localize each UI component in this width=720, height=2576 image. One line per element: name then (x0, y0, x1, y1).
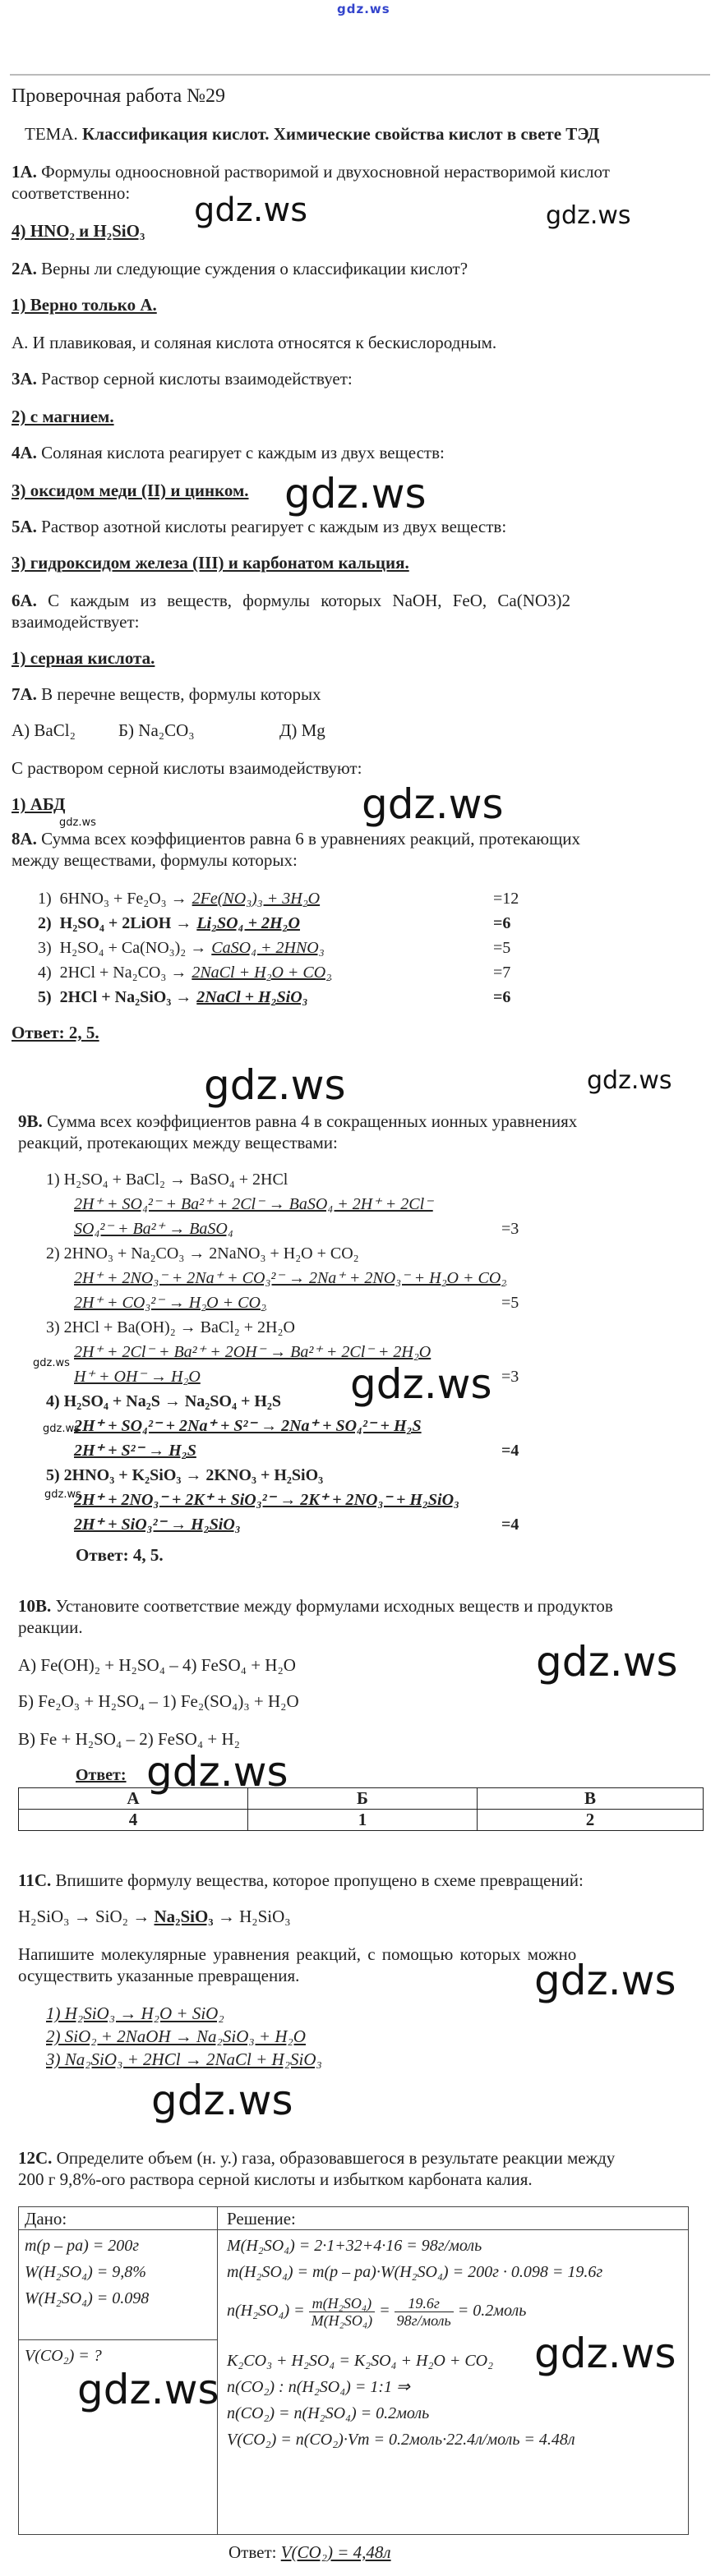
table-header-cell: А (19, 1788, 248, 1810)
q12-text: 12С. Определите объем (н. у.) газа, образовавшегося в результате реакции между (18, 2148, 616, 2168)
equation-reactants: 6HNO₃ + Fe₂O₃ → (59, 890, 187, 908)
coefficient-sum: =6 (493, 988, 511, 1006)
q11-task: Напишите молекулярные уравнения реакций, с помощью которых можно (18, 1944, 577, 1964)
q11-task-cont: осуществить указанные превращения. (18, 1966, 300, 1985)
watermark: gdz.ws (43, 1423, 80, 1435)
page-title: Проверочная работа №29 (12, 85, 226, 107)
q1-text-cont: соответственно: (12, 183, 131, 203)
reaction-equation: 3) 2HCl + Ba(OH)₂ → BaCl₂ + 2H₂O (46, 1318, 295, 1336)
ionic-equation: 2H⁺ + 2Cl⁻ + Ba²⁺ + 2OH⁻ → Ba²⁺ + 2Cl⁻ + 2H₂O (74, 1343, 432, 1361)
q6-answer: 1) серная кислота. (12, 648, 155, 668)
watermark: gdz.ws (536, 1638, 678, 1686)
table-cell: 2 (478, 1810, 704, 1831)
given-label: Дано: (25, 2209, 67, 2229)
watermark: gdz.ws (44, 1488, 81, 1501)
q8-answer: Ответ: 2, 5. (12, 1023, 99, 1042)
solution-line: M(H₂SO₄) = 2·1+32+4·16 = 98г/моль (227, 2237, 482, 2255)
q7-answer: 1) АБД (12, 794, 66, 814)
q9-answer: Ответ: 4, 5. (76, 1545, 164, 1565)
q2-statement: А. И плавиковая, и соляная кислота относятся к бескислородным. (12, 333, 497, 352)
coefficient-sum: =12 (493, 890, 519, 908)
q10-text: 10В. Установите соответствие между формулами исходных веществ и продуктов (18, 1596, 613, 1616)
coefficient-sum: =5 (501, 1294, 519, 1312)
solution-line: m(H₂SO₄) = m(p – pa)·W(H₂SO₄) = 200г · 0.098 = 19.6г (227, 2263, 603, 2281)
coefficient-sum: =4 (501, 1442, 519, 1460)
q6-text: 6А. С каждым из веществ, формулы которых NaOH, FeO, Ca(NO3)2 (12, 591, 571, 610)
q3-text: 3А. Раствор серной кислоты взаимодействует: (12, 369, 353, 389)
q11-text: 11С. Впишите формулу вещества, которое пропущено в схеме превращений: (18, 1870, 584, 1890)
reaction-equation: 2) 2HNO₃ + Na₂CO₃ → 2NaNO₃ + H₂O + CO₂ (46, 1244, 359, 1263)
equation-row (38, 913, 300, 934)
q2-text: 2А. Верны ли следующие суждения о классификации кислот? (12, 259, 468, 278)
equation-number: 2) (38, 914, 52, 932)
q11-equation: 1) H₂SiO₃ → H₂O + SiO₂ (46, 2003, 224, 2023)
divider (10, 74, 710, 76)
solution-line: n(CO₂) : n(H₂SO₄) = 1:1 ⇒ (227, 2378, 410, 2396)
q8-text-cont: между веществами, формулы которых: (12, 850, 298, 870)
table-header-cell: Б (248, 1788, 478, 1810)
equation-row (38, 987, 308, 1008)
q7-option: Б) Na₂CO₃ (118, 720, 195, 740)
topic-line: ТЕМА. Классификация кислот. Химические свойства кислот в свете ТЭД (25, 124, 600, 144)
ionic-equation: 2H⁺ + 2NO₃⁻ + 2K⁺ + SiO₃²⁻ → 2K⁺ + 2NO₃⁻ + H₂SiO₃ (74, 1491, 459, 1509)
table-row (19, 1810, 704, 1831)
coefficient-sum: =3 (501, 1368, 519, 1386)
equation-products: 2NaCl + H₂SiO₃ (196, 988, 308, 1006)
equation-row (38, 963, 331, 983)
ionic-equation: 2H⁺ + SO₄²⁻ + Ba²⁺ + 2Cl⁻ → BaSO₄ + 2H⁺ + 2Cl⁻ (74, 1195, 433, 1213)
ionic-equation: 2H⁺ + 2NO₃⁻ + 2Na⁺ + CO₃²⁻ → 2Na⁺ + 2NO₃⁻ + H₂O + CO₂ (74, 1269, 507, 1287)
watermark: gdz.ws (587, 1066, 672, 1095)
table-cell: 1 (248, 1810, 478, 1831)
q7-option: Д) Mg (279, 720, 325, 740)
watermark: gdz.ws (33, 1357, 70, 1369)
equation-number: 3) (38, 939, 52, 957)
q5-text: 5А. Раствор азотной кислоты реагирует с каждым из двух веществ: (12, 517, 507, 536)
q12-answer: Ответ: V(CO₂) = 4,48л (228, 2542, 391, 2562)
ionic-equation: 2H⁺ + CO₃²⁻ → H₂O + CO₂ (74, 1294, 266, 1312)
equation-reactants: H₂SO₄ + Ca(NO₃)₂ → (59, 939, 207, 957)
q10-answer-label: Ответ: (76, 1766, 127, 1784)
ionic-equation: 2H⁺ + S²⁻ → H₂S (74, 1442, 196, 1460)
q9-text-cont: реакций, протекающих между веществами: (18, 1133, 338, 1152)
equation-number: 5) (38, 988, 52, 1006)
q7-option: А) BaCl₂ (12, 720, 76, 740)
ionic-equation: H⁺ + OH⁻ → H₂O (74, 1368, 201, 1386)
equation-reactants: 2HCl + Na₂CO₃ → (59, 964, 187, 982)
watermark: gdz.ws (146, 1748, 288, 1796)
q4-text: 4А. Соляная кислота реагирует с каждым из двух веществ: (12, 443, 445, 462)
watermark: gdz.ws (534, 2330, 676, 2377)
given-value: W(H₂SO₄) = 0.098 (25, 2289, 150, 2307)
equation-reactants: H₂SO₄ + 2LiOH → (59, 914, 192, 932)
divider (18, 2339, 218, 2340)
coefficient-sum: =5 (493, 939, 511, 957)
q10-answer-table (18, 1787, 704, 1831)
equation-number: 4) (38, 964, 52, 982)
equation-products: 2Fe(NO₃)₃ + 3H₂O (192, 890, 321, 908)
watermark: gdz.ws (204, 1061, 346, 1109)
q7-text-2: С раствором серной кислоты взаимодействуют: (12, 758, 362, 778)
q11-equation: 3) Na₂SiO₃ + 2HCl → 2NaCl + H₂SiO₃ (46, 2049, 322, 2069)
reaction-equation: 5) 2HNO₃ + K₂SiO₃ → 2KNO₃ + H₂SiO₃ (46, 1466, 324, 1484)
site-logo[interactable]: gdz.ws (337, 2, 390, 16)
q10-item: В) Fe + H₂SO₄ – 2) FeSO₄ + H₂ (18, 1729, 240, 1749)
q11-scheme: H₂SiO₃ → SiO₂ → Na₂SiO₃ → H₂SiO₃ (18, 1907, 291, 1926)
q10-item: А) Fe(OH)₂ + H₂SO₄ – 4) FeSO₄ + H₂O (18, 1655, 296, 1675)
fraction: $\frac{\text{m(H₂SO₄)}}{\text{M(H₂SO₄)}}$ (309, 2295, 376, 2329)
equation-reactants: 2HCl + Na₂SiO₃ → (59, 988, 192, 1006)
watermark: gdz.ws (284, 470, 427, 518)
solution-line: n(CO₂) = n(H₂SO₄) = 0.2моль (227, 2404, 430, 2422)
given-value: W(H₂SO₄) = 9,8% (25, 2263, 146, 2281)
coefficient-sum: =4 (501, 1516, 519, 1534)
table-cell: 4 (19, 1810, 248, 1831)
equation-number: 1) (38, 890, 52, 908)
solution-fraction-line: n(H₂SO₄) = $\frac{\text{m(H₂SO₄)}}{\text{M(H₂SO₄)}}$ = $\frac{19.6г}{\text{98г/моль}}$ = 0.2моль (227, 2295, 527, 2329)
table-row (19, 1788, 704, 1810)
q4-answer: 3) оксидом меди (II) и цинком. (12, 481, 249, 500)
equation-row (38, 938, 325, 959)
coefficient-sum: =6 (493, 914, 511, 932)
coefficient-sum: =7 (493, 964, 511, 982)
q1-answer: 4) HNO₂ и H₂SiO₃ (12, 221, 145, 241)
watermark: gdz.ws (194, 191, 308, 229)
equation-products: 2NaCl + H₂O + CO₂ (192, 964, 332, 982)
equation-products: Li₂SO₄ + 2H₂O (196, 914, 300, 932)
ionic-equation: 2H⁺ + SiO₃²⁻ → H₂SiO₃ (74, 1516, 241, 1534)
ionic-equation: 2H⁺ + SO₄²⁻ + 2Na⁺ + S²⁻ → 2Na⁺ + SO₄²⁻ + H₂S (74, 1417, 422, 1435)
find-value: V(CO₂) = ? (25, 2347, 102, 2365)
reaction-equation: 4) H₂SO₄ + Na₂S → Na₂SO₄ + H₂S (46, 1392, 282, 1410)
reaction-equation: 1) H₂SO₄ + BaCl₂ → BaSO₄ + 2HCl (46, 1171, 288, 1189)
q9-text: 9В. Сумма всех коэффициентов равна 4 в сокращенных ионных уравнениях (18, 1111, 578, 1131)
coefficient-sum: =3 (501, 1220, 519, 1238)
solution-line: V(CO₂) = n(CO₂)·Vm = 0.2моль·22.4л/моль = 4.48л (227, 2431, 575, 2449)
solution-line: K₂CO₃ + H₂SO₄ = K₂SO₄ + H₂O + CO₂ (227, 2352, 494, 2370)
watermark: gdz.ws (534, 1957, 676, 2004)
ionic-equation: SO₄²⁻ + Ba²⁺ → BaSO₄ (74, 1220, 233, 1238)
watermark: gdz.ws (77, 2366, 219, 2413)
solution-label: Решение: (227, 2209, 296, 2229)
given-value: m(p – pa) = 200г (25, 2237, 140, 2255)
q10-item: Б) Fe₂O₃ + H₂SO₄ – 1) Fe₂(SO₄)₃ + H₂O (18, 1691, 299, 1711)
watermark: gdz.ws (59, 816, 96, 829)
divider (18, 2229, 688, 2230)
q10-text-cont: реакции. (18, 1617, 83, 1637)
q5-answer: 3) гидроксидом железа (III) и карбонатом кальция. (12, 553, 409, 573)
q11-equation: 2) SiO₂ + 2NaOH → Na₂SiO₃ + H₂O (46, 2026, 306, 2046)
q6-text-cont: взаимодействует: (12, 612, 140, 632)
equation-products: CaSO₄ + 2HNO₃ (211, 939, 325, 957)
q12-text-cont: 200 г 9,8%-ого раствора серной кислоты и избытком карбоната калия. (18, 2169, 533, 2189)
equation-row (38, 889, 320, 909)
q1-text: 1А. Формулы одноосновной растворимой и двухосновной нерастворимой кислот (12, 162, 610, 182)
watermark: gdz.ws (546, 201, 631, 230)
watermark: gdz.ws (350, 1360, 492, 1408)
q8-text: 8А. Сумма всех коэффициентов равна 6 в уравнениях реакций, протекающих (12, 829, 580, 849)
q2-answer: 1) Верно только А. (12, 295, 157, 315)
watermark: gdz.ws (362, 780, 504, 828)
watermark: gdz.ws (151, 2077, 293, 2124)
q7-text: 7А. В перечне веществ, формулы которых (12, 684, 321, 704)
fraction: $\frac{19.6г}{\text{98г/моль}}$ (395, 2295, 454, 2329)
table-header-cell: В (478, 1788, 704, 1810)
q3-answer: 2) с магнием. (12, 407, 114, 426)
